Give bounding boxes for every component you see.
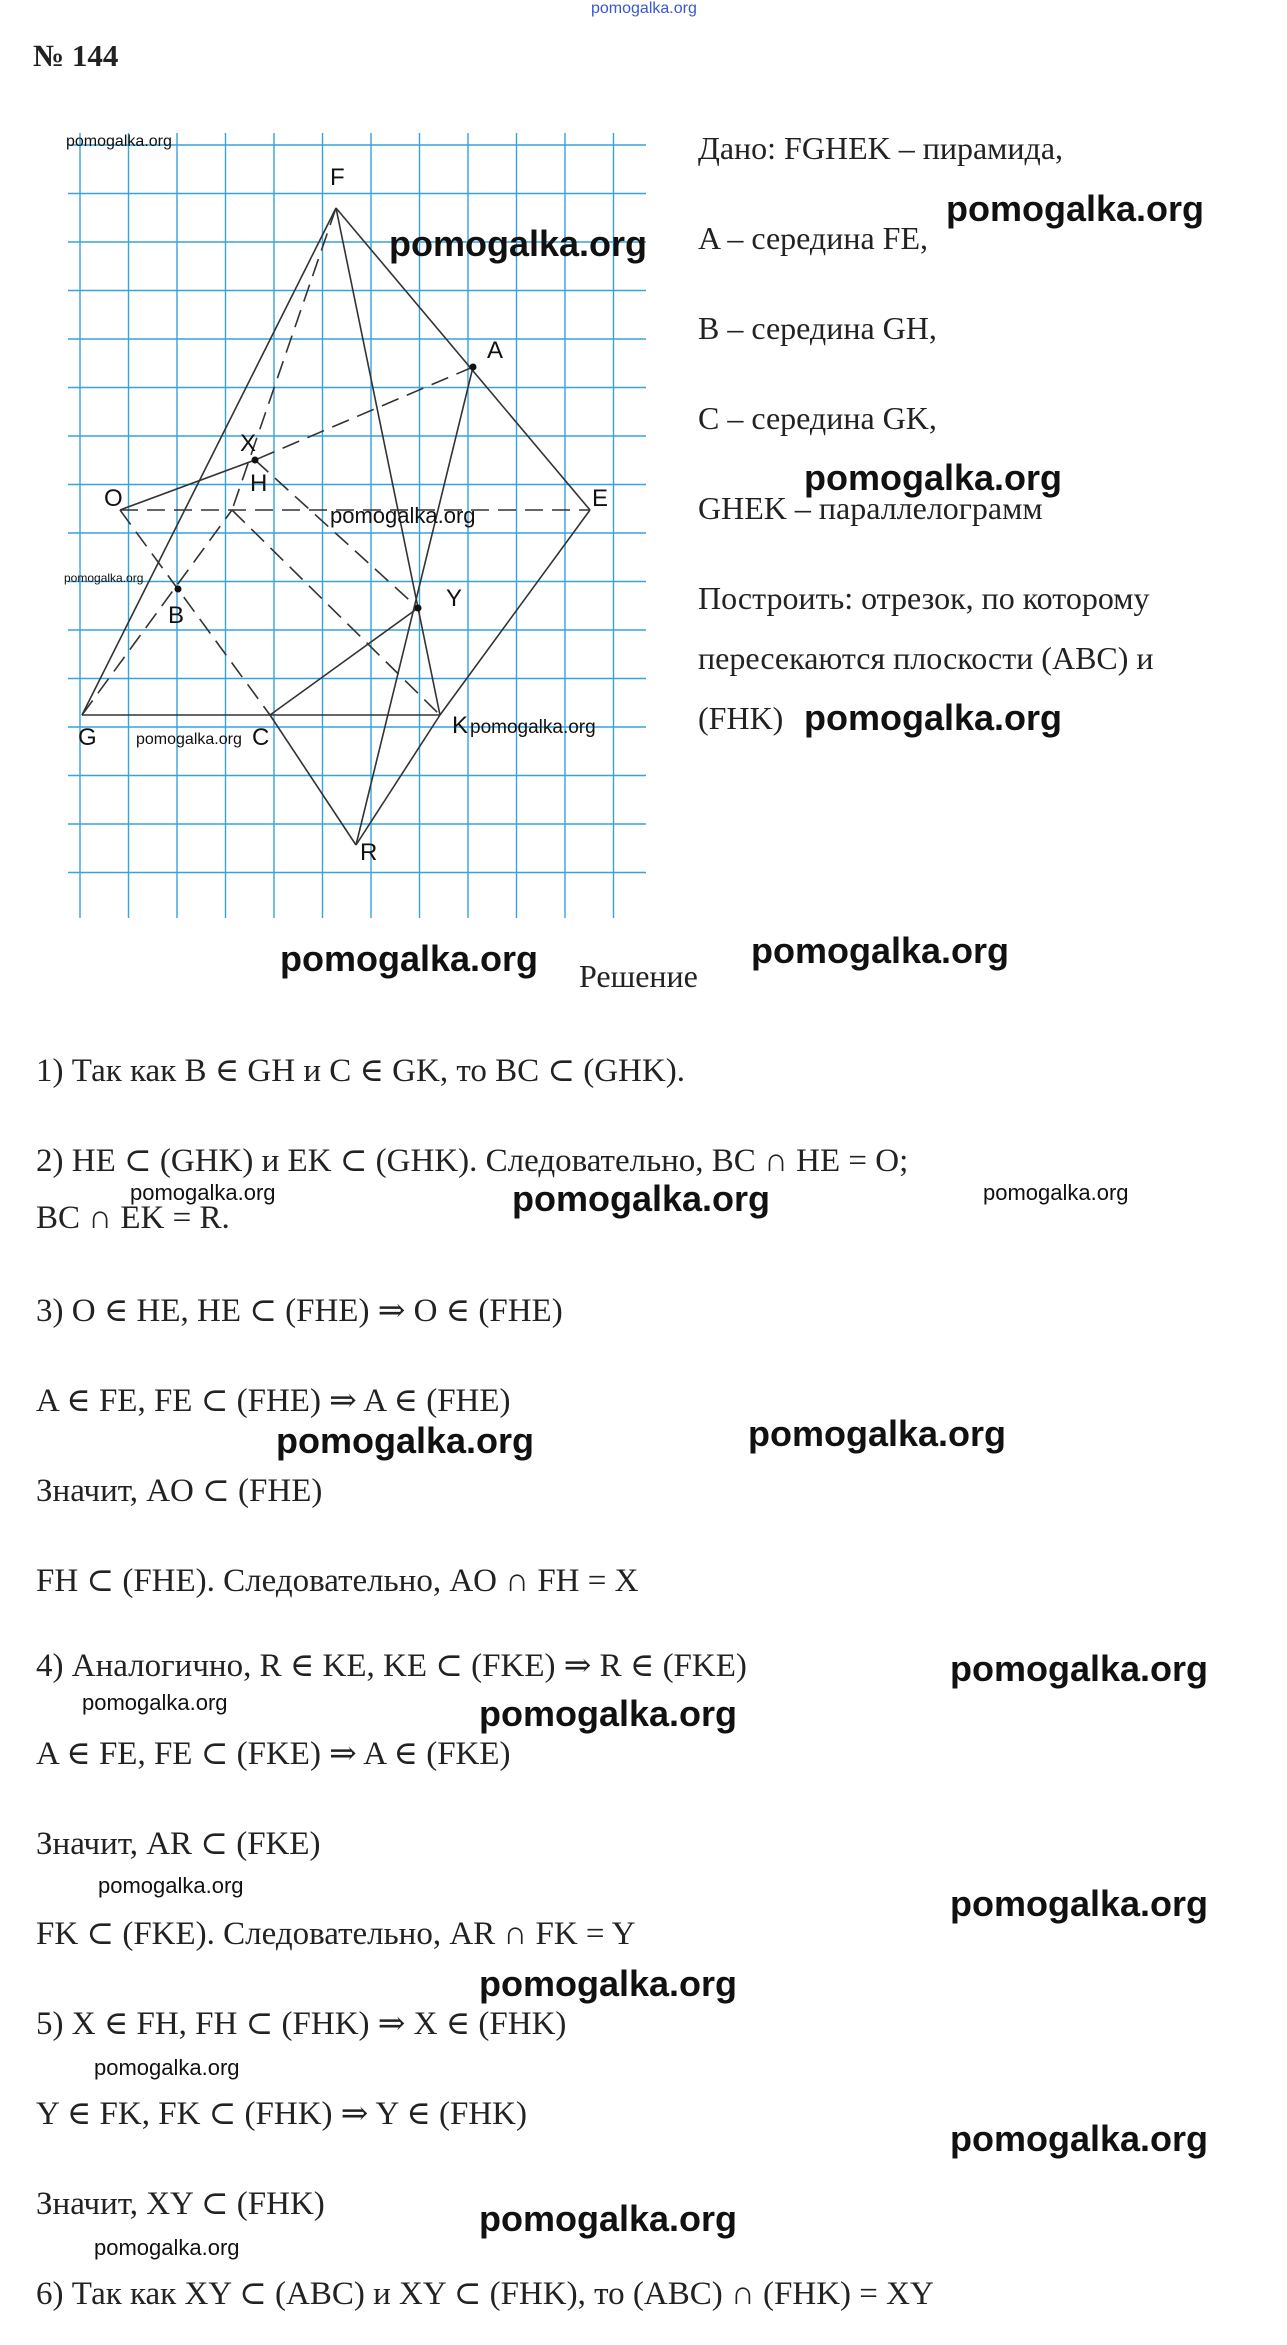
- label-Y: Y: [446, 585, 463, 612]
- figure-watermark[interactable]: pomogalka.org: [136, 731, 242, 748]
- given-line: B – середина GH,: [698, 310, 937, 346]
- watermark[interactable]: pomogalka.org: [512, 1178, 771, 1219]
- point-Y: [415, 605, 422, 612]
- solution-line: 4) Аналогично, R ∈ KE, KE ⊂ (FKE) ⇒ R ∈ (FKE): [36, 1648, 747, 1684]
- watermark[interactable]: pomogalka.org: [804, 697, 1063, 738]
- figure-watermark[interactable]: pomogalka.org: [389, 223, 648, 264]
- problem-number: № 144: [33, 38, 119, 73]
- line-XY: [255, 460, 418, 608]
- label-K: K: [452, 712, 469, 739]
- label-A: A: [487, 337, 504, 364]
- label-O: O: [104, 485, 123, 512]
- point-B: [175, 586, 182, 593]
- solution-line: 1) Так как B ∈ GH и C ∈ GK, то BC ⊂ (GHK).: [36, 1053, 685, 1089]
- given-line: C – середина GK,: [698, 400, 937, 436]
- figure-watermark[interactable]: pomogalka.org: [66, 133, 172, 150]
- label-R: R: [360, 839, 378, 866]
- watermark[interactable]: pomogalka.org: [950, 1883, 1209, 1924]
- solution-heading: Решение: [579, 958, 698, 994]
- given-line: (FHK): [698, 700, 784, 736]
- watermark[interactable]: pomogalka.org: [983, 1180, 1129, 1205]
- label-F: F: [330, 164, 345, 191]
- watermark[interactable]: pomogalka.org: [950, 2118, 1209, 2159]
- line-KR: [356, 715, 440, 845]
- given-line: GHEK – параллелограмм: [698, 490, 1043, 526]
- solution-line: 5) X ∈ FH, FH ⊂ (FHK) ⇒ X ∈ (FHK): [36, 2006, 567, 2042]
- figure-watermark[interactable]: pomogalka.org: [64, 571, 144, 585]
- edge-GH: [82, 510, 232, 715]
- watermark[interactable]: pomogalka.org: [82, 1690, 228, 1715]
- line-CR: [270, 715, 356, 845]
- edge-FH: [232, 208, 336, 510]
- solution-line: FK ⊂ (FKE). Следовательно, AR ∩ FK = Y: [36, 1916, 636, 1952]
- figure-points: [175, 364, 477, 612]
- watermark[interactable]: pomogalka.org: [479, 2198, 738, 2239]
- line-AX: [255, 367, 473, 460]
- edge-HK: [232, 510, 440, 715]
- watermark[interactable]: pomogalka.org: [280, 938, 539, 979]
- watermark[interactable]: pomogalka.org: [950, 1648, 1209, 1689]
- solution-line: 2) HE ⊂ (GHK) и EK ⊂ (GHK). Следовательно, BC ∩ HE = O;: [36, 1143, 909, 1179]
- solution-line: Y ∈ FK, FK ⊂ (FHK) ⇒ Y ∈ (FHK): [36, 2096, 528, 2132]
- watermark[interactable]: pomogalka.org: [276, 1420, 535, 1461]
- watermark[interactable]: pomogalka.org: [479, 1693, 738, 1734]
- given-line: пересекаются плоскости (ABC) и: [698, 640, 1154, 676]
- edge-FK: [336, 208, 440, 715]
- watermark[interactable]: pomogalka.org: [804, 457, 1063, 498]
- label-B: B: [168, 602, 185, 629]
- given-line: Дано: FGHEK – пирамида,: [698, 130, 1064, 166]
- watermark-top[interactable]: pomogalka.org: [591, 0, 697, 17]
- line-CY: [270, 608, 418, 715]
- figure-watermark[interactable]: pomogalka.org: [330, 503, 476, 528]
- solution-line: 3) O ∈ HE, HE ⊂ (FHE) ⇒ O ∈ (FHE): [36, 1293, 563, 1329]
- solution-line: Значит, XY ⊂ (FHK): [36, 2186, 325, 2222]
- watermark[interactable]: pomogalka.org: [751, 930, 1010, 971]
- watermark[interactable]: pomogalka.org: [748, 1413, 1007, 1454]
- label-X: X: [240, 430, 257, 457]
- solution-line: FH ⊂ (FHE). Следовательно, AO ∩ FH = X: [36, 1563, 639, 1599]
- watermark[interactable]: pomogalka.org: [98, 1873, 244, 1898]
- label-G: G: [78, 724, 97, 751]
- line-BC: [120, 510, 270, 715]
- label-H: H: [250, 470, 268, 497]
- edge-KE: [440, 510, 590, 715]
- solution-line: A ∈ FE, FE ⊂ (FHE) ⇒ A ∈ (FHE): [36, 1383, 511, 1419]
- edge-FG: [82, 208, 336, 715]
- watermark[interactable]: pomogalka.org: [130, 1180, 276, 1205]
- given-line: A – середина FE,: [698, 220, 928, 256]
- watermark[interactable]: pomogalka.org: [94, 2055, 240, 2080]
- point-A: [470, 364, 477, 371]
- solution-line: 6) Так как XY ⊂ (ABC) и XY ⊂ (FHK), то (ABC) ∩ (FHK) = XY: [36, 2276, 934, 2312]
- point-X: [252, 457, 259, 464]
- label-E: E: [592, 485, 609, 512]
- solution-line: Значит, AO ⊂ (FHE): [36, 1473, 323, 1509]
- watermark[interactable]: pomogalka.org: [94, 2235, 240, 2260]
- figure-watermark[interactable]: pomogalka.org: [470, 717, 596, 738]
- label-C: C: [252, 724, 270, 751]
- pyramid-hidden-edges: [82, 208, 473, 715]
- given-line: Построить: отрезок, по которому: [698, 580, 1150, 616]
- solution-line: BC ∩ EK = R.: [36, 1200, 230, 1236]
- watermark[interactable]: pomogalka.org: [479, 1963, 738, 2004]
- watermark[interactable]: pomogalka.org: [946, 188, 1205, 229]
- solution-line: Значит, AR ⊂ (FKE): [36, 1826, 321, 1862]
- solution-line: A ∈ FE, FE ⊂ (FKE) ⇒ A ∈ (FKE): [36, 1736, 511, 1772]
